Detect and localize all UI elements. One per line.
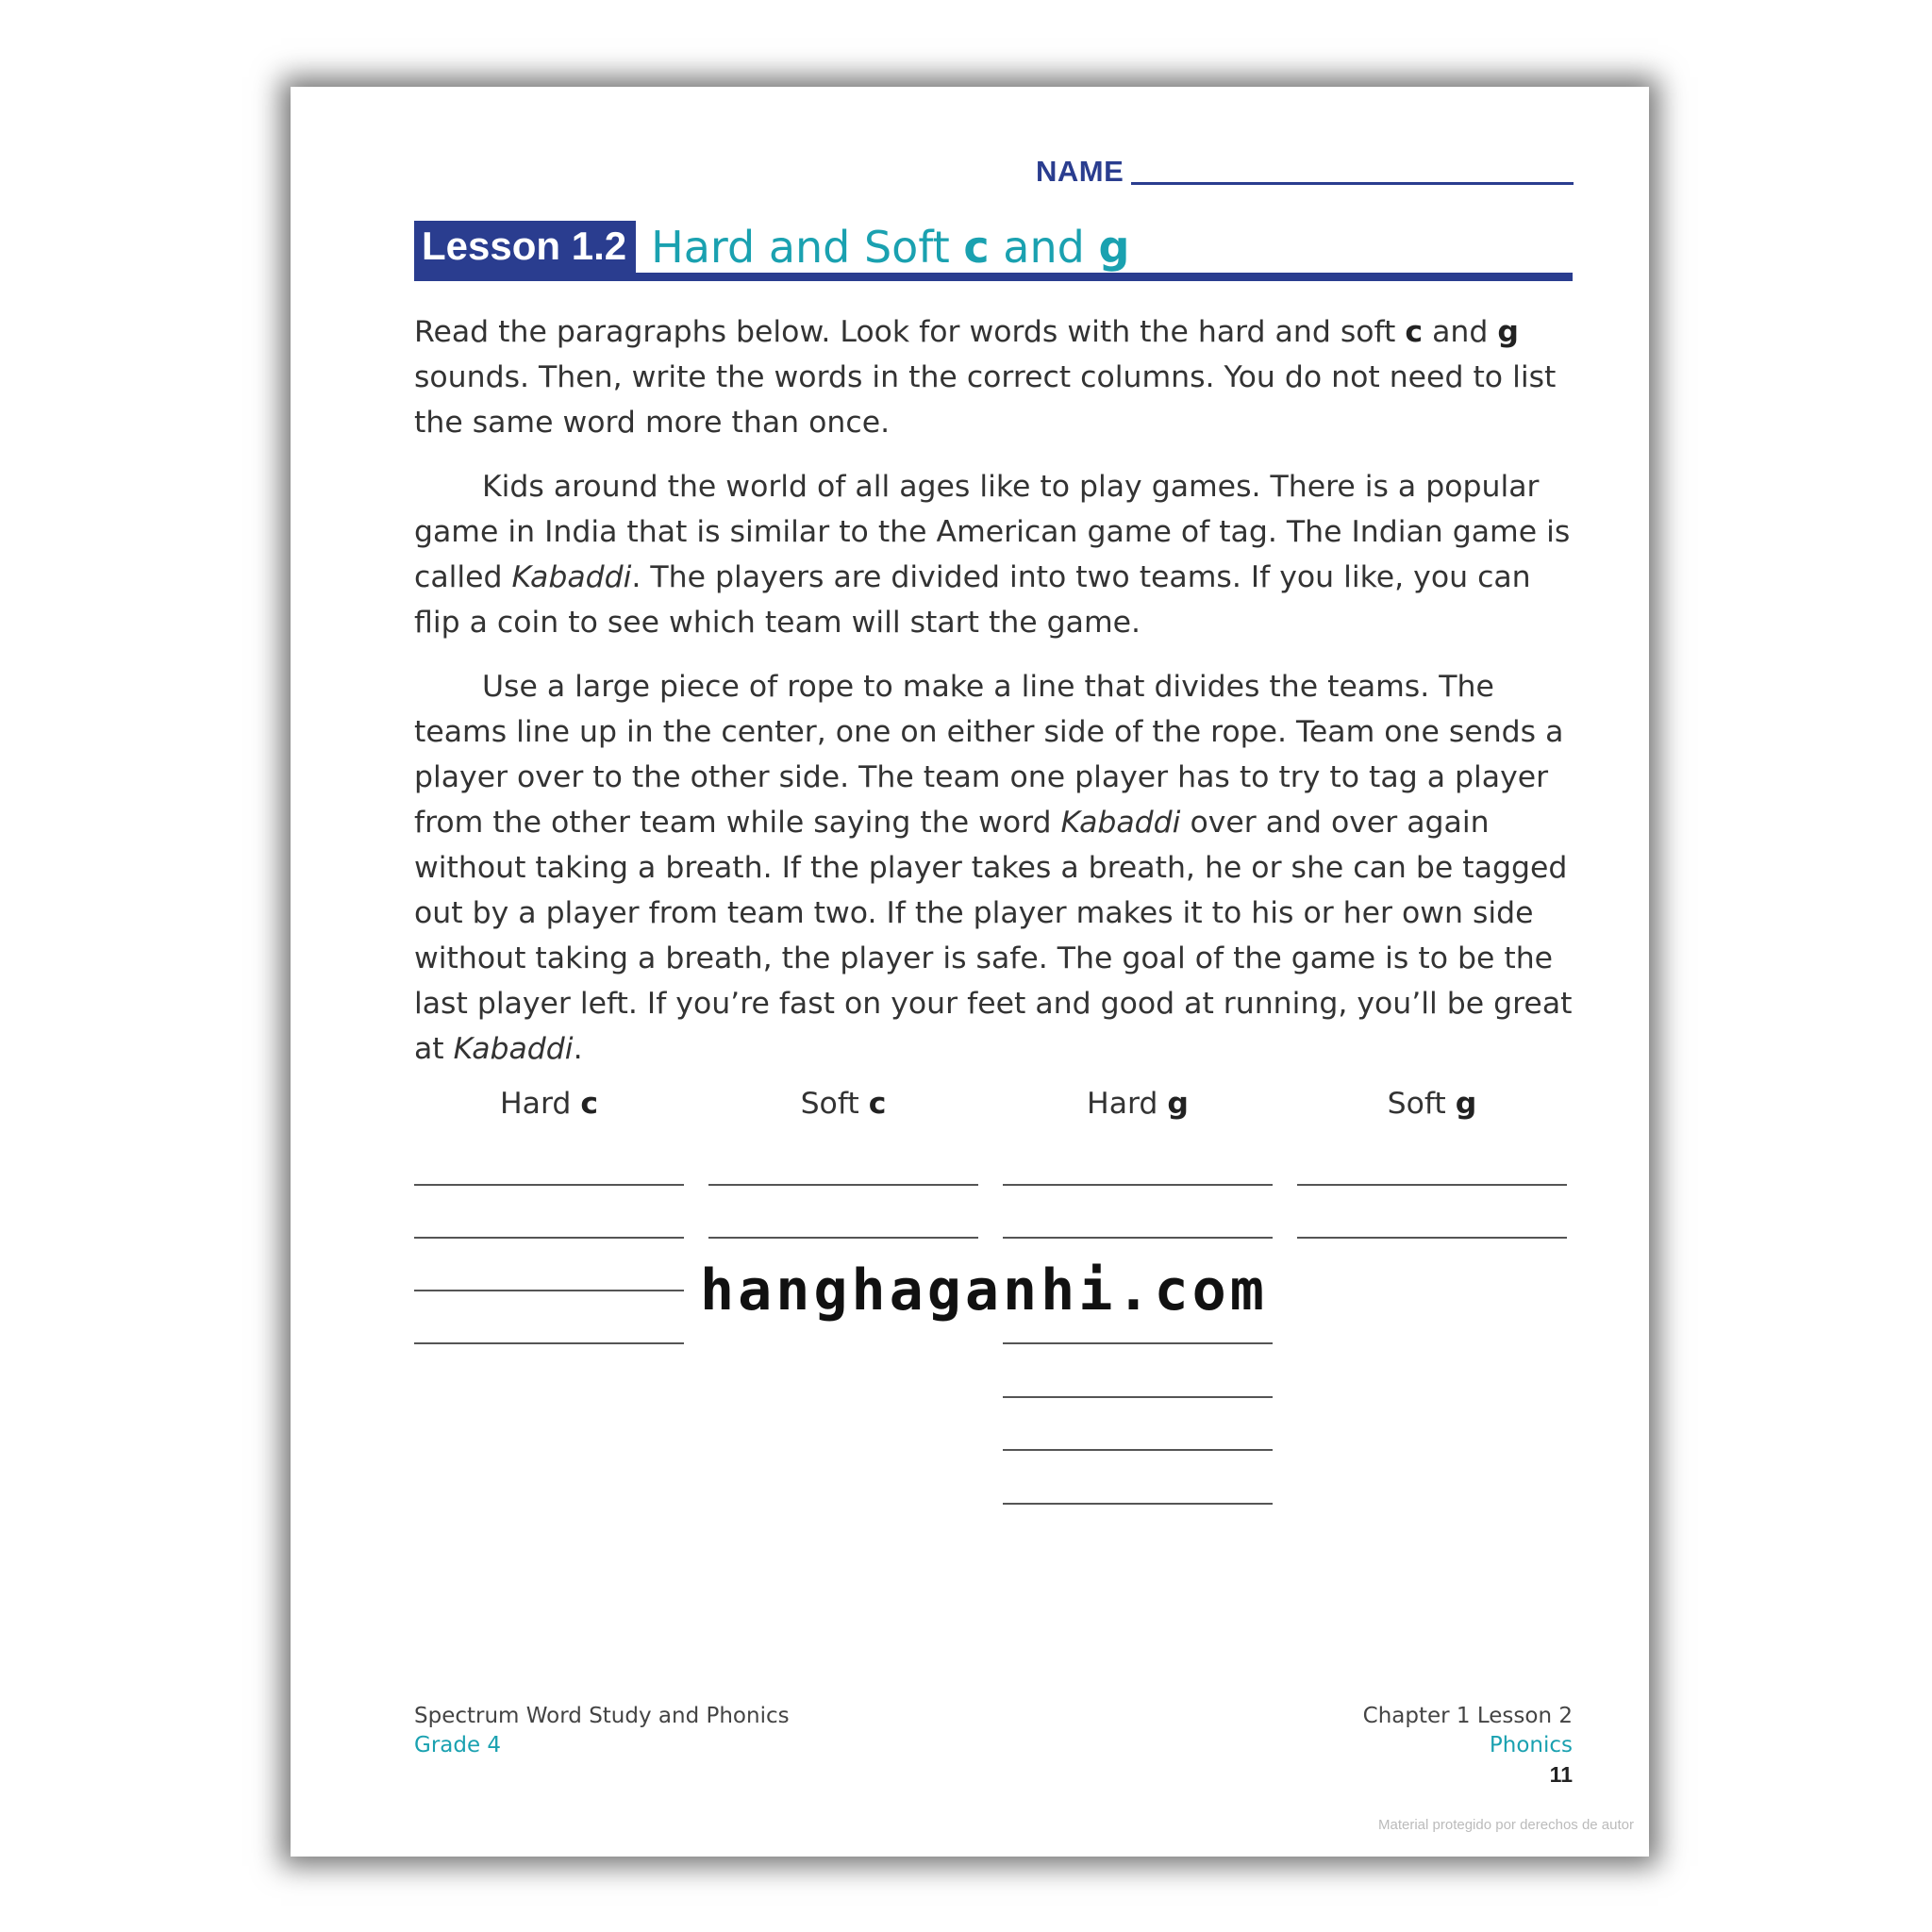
- title-letter-c: c: [963, 222, 990, 273]
- column-header-hard-c: [414, 1087, 684, 1121]
- hard-g-blank[interactable]: [1003, 1237, 1273, 1239]
- column-header-letter: c: [868, 1087, 887, 1121]
- instructions-part1: Read the paragraphs below. Look for words with the hard and soft: [414, 315, 1406, 349]
- name-field: [1036, 142, 1574, 189]
- lesson-title: [414, 213, 1573, 281]
- name-label: NAME: [1036, 155, 1124, 188]
- paragraph-1-part1: Kids around the world of all ages like to play games. There is a popular game in India that is similar to the American game of tag. The Indian game is called: [414, 470, 1571, 594]
- hard-c-blank[interactable]: [414, 1290, 684, 1291]
- column-header-label: Soft: [800, 1087, 869, 1121]
- hard-c-blank[interactable]: [414, 1237, 684, 1239]
- footer-left: [414, 1702, 790, 1760]
- paragraph-2-part2: over and over again without taking a breath. If the player takes a breath, he or she can be tagged out by a player from team two. If the player makes it to his or her own side without taking a breath, the player is safe. The goal of the game is to be the last player left. If you’re fast on your feet and good at running, you’ll be great at: [414, 806, 1573, 1066]
- paragraph-2-italic-1: Kabaddi: [1060, 806, 1181, 840]
- column-header-label: Hard: [1087, 1087, 1168, 1121]
- title-part1: Hard and Soft: [651, 222, 964, 273]
- column-header-letter: c: [580, 1087, 599, 1121]
- soft-g-blank[interactable]: [1297, 1184, 1567, 1186]
- hard-g-blank[interactable]: [1003, 1342, 1273, 1344]
- hard-c-blank[interactable]: [414, 1184, 684, 1186]
- column-header-soft-c: [708, 1087, 978, 1121]
- hard-g-blank[interactable]: [1003, 1396, 1273, 1398]
- column-header-hard-g: [1003, 1087, 1273, 1121]
- column-header-soft-g: [1297, 1087, 1567, 1121]
- paragraph-1-part2: . The players are divided into two teams. If you like, you can flip a coin to see which team will start the game.: [414, 560, 1531, 640]
- column-header-label: Hard: [499, 1087, 581, 1121]
- paragraph-2-part1: Use a large piece of rope to make a line that divides the teams. The teams line up in the center, one on either side of the rope. Team one sends a player over to the other side. The team one player has to try to tag a player from the other team while saying the word: [414, 670, 1564, 840]
- footer-right: [1363, 1702, 1573, 1790]
- watermark-text: hanghaganhi.com: [694, 1260, 1274, 1321]
- title-rule: [414, 273, 1573, 281]
- soft-c-blank[interactable]: [708, 1237, 978, 1239]
- column-header-letter: g: [1167, 1087, 1189, 1121]
- copyright-notice: Material protegido por derechos de autor: [1378, 1817, 1634, 1833]
- name-blank-line[interactable]: [1131, 182, 1574, 185]
- title-part2: and: [989, 222, 1099, 273]
- instructions-bold-g: g: [1497, 315, 1519, 349]
- instructions-bold-c: c: [1405, 315, 1424, 349]
- lesson-badge: Lesson 1.2: [414, 221, 636, 274]
- hard-g-blank[interactable]: [1003, 1184, 1273, 1186]
- instructions-part3: sounds. Then, write the words in the correct columns. You do not need to list the same word more than once.: [414, 360, 1557, 440]
- grade-label: Grade 4: [414, 1733, 502, 1757]
- page-number: 11: [1549, 1762, 1573, 1787]
- soft-g-blank[interactable]: [1297, 1237, 1567, 1239]
- paragraph-2: [414, 664, 1584, 1072]
- subject-label: Phonics: [1489, 1733, 1573, 1757]
- instructions: [414, 309, 1584, 445]
- paragraph-2-part3: .: [573, 1032, 583, 1066]
- column-header-letter: g: [1455, 1087, 1477, 1121]
- hard-g-blank[interactable]: [1003, 1449, 1273, 1451]
- paragraph-1-italic: Kabaddi: [511, 560, 632, 594]
- title-letter-g: g: [1098, 222, 1130, 273]
- worksheet-page: [291, 87, 1649, 1857]
- hard-g-blank[interactable]: [1003, 1503, 1273, 1505]
- soft-c-blank[interactable]: [708, 1184, 978, 1186]
- book-title: Spectrum Word Study and Phonics: [414, 1704, 790, 1728]
- hard-c-blank[interactable]: [414, 1342, 684, 1344]
- chapter-label: Chapter 1 Lesson 2: [1362, 1704, 1573, 1728]
- column-header-label: Soft: [1387, 1087, 1456, 1121]
- paragraph-2-italic-2: Kabaddi: [453, 1032, 574, 1066]
- title-text: [651, 222, 1129, 273]
- paragraph-1: [414, 464, 1584, 645]
- instructions-part2: and: [1423, 315, 1498, 349]
